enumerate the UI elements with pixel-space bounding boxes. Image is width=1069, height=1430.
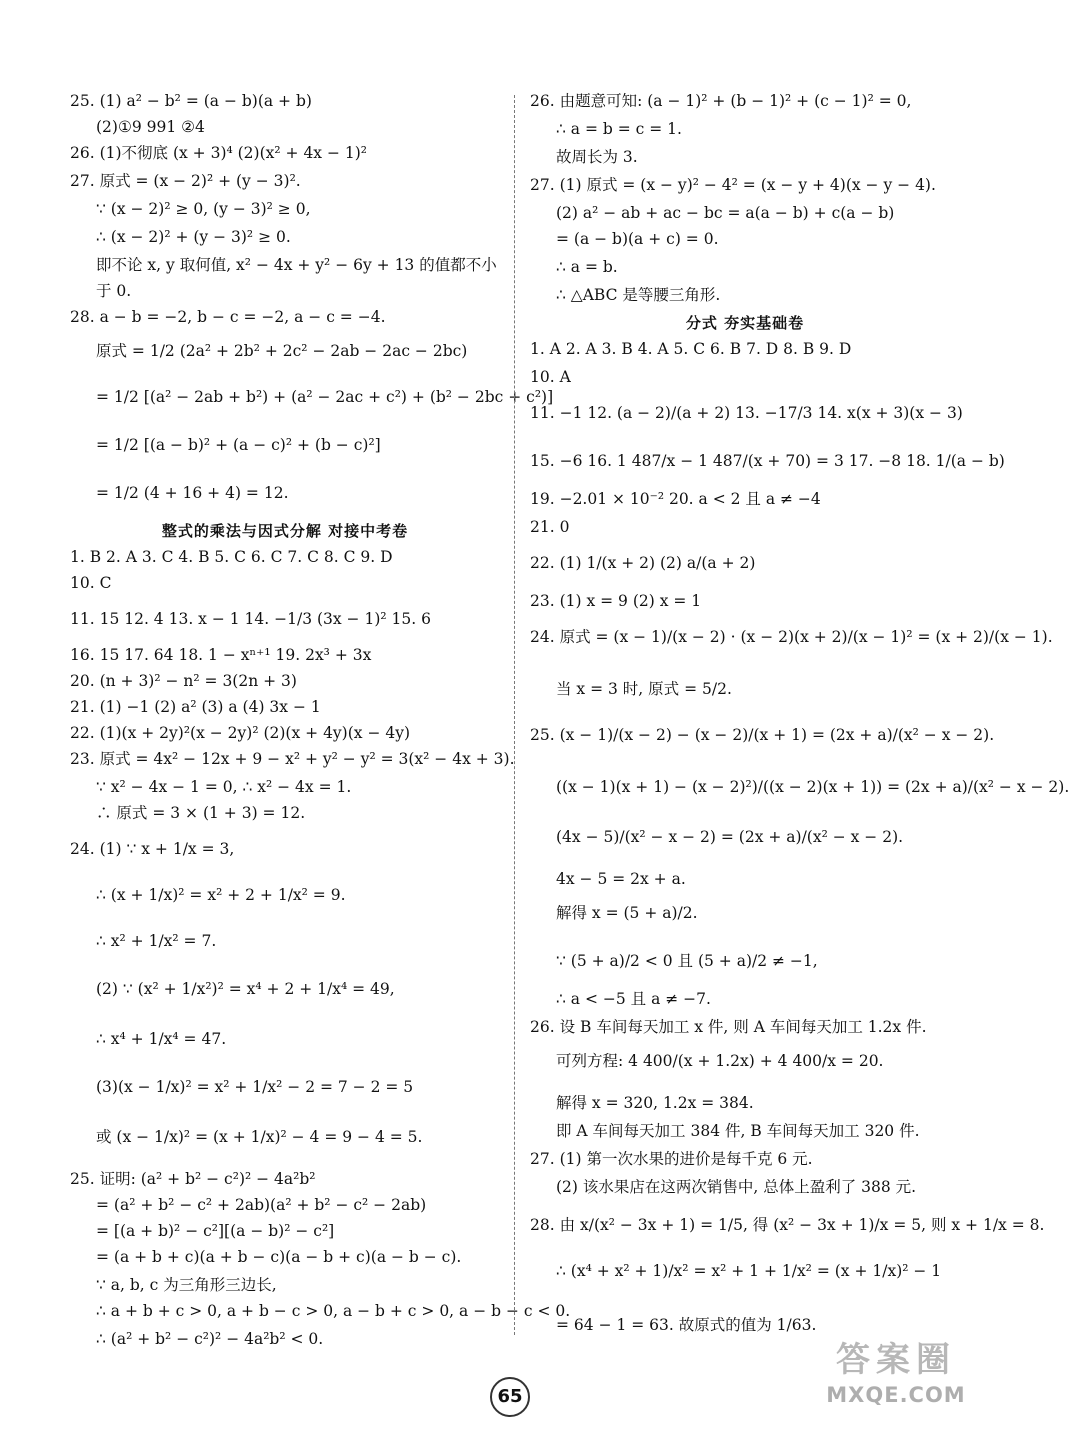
- answer-line: = 1/2 [(a² − 2ab + b²) + (a² − 2ac + c²) + (b² − 2bc + c²)]: [96, 388, 554, 406]
- answer-line: 23. 原式 = 4x² − 12x + 9 − x² + y² − y² = 3(x² − 4x + 3).: [70, 750, 515, 768]
- answer-line: 20. (n + 3)² − n² = 3(2n + 3): [70, 672, 297, 690]
- answer-line: = 1/2 [(a − b)² + (a − c)² + (b − c)²]: [96, 436, 381, 454]
- answer-line: ∴ (x + 1/x)² = x² + 2 + 1/x² = 9.: [96, 886, 346, 904]
- answer-line: 10. C: [70, 574, 112, 592]
- answer-line: (2) a² − ab + ac − bc = a(a − b) + c(a − b): [556, 204, 895, 222]
- answer-line: 解得 x = (5 + a)/2.: [556, 904, 698, 922]
- section-heading: 整式的乘法与因式分解 对接中考卷: [161, 522, 409, 540]
- answer-line: ∴ (x⁴ + x² + 1)/x² = x² + 1 + 1/x² = (x + 1/x)² − 1: [556, 1262, 942, 1280]
- answer-line: 25. (1) a² − b² = (a − b)(a + b): [70, 92, 312, 110]
- answer-line: ∴ (a² + b² − c²)² − 4a²b² < 0.: [96, 1330, 324, 1348]
- answer-line: 4x − 5 = 2x + a.: [556, 870, 686, 888]
- answer-line: 24. 原式 = (x − 1)/(x − 2) · (x − 2)(x + 2)/(x − 1)² = (x + 2)/(x − 1).: [530, 628, 1053, 646]
- answer-line: 22. (1)(x + 2y)²(x − 2y)² (2)(x + 4y)(x − 4y): [70, 724, 411, 742]
- answer-line: = 1/2 (4 + 16 + 4) = 12.: [96, 484, 289, 502]
- answer-line: 26. 由题意可知: (a − 1)² + (b − 1)² + (c − 1)² = 0,: [530, 92, 912, 110]
- answer-line: 26. 设 B 车间每天加工 x 件, 则 A 车间每天加工 1.2x 件.: [530, 1018, 927, 1036]
- answer-line: = (a − b)(a + c) = 0.: [556, 230, 719, 248]
- site-watermark: [806, 1338, 986, 1418]
- answer-line: 25. (x − 1)/(x − 2) − (x − 2)/(x + 1) = (2x + a)/(x² − x − 2).: [530, 726, 995, 744]
- answer-line: ∴ (x − 2)² + (y − 3)² ≥ 0.: [96, 228, 291, 246]
- answer-line: 即 A 车间每天加工 384 件, B 车间每天加工 320 件.: [556, 1122, 920, 1140]
- answer-line: (2) ∵ (x² + 1/x²)² = x⁴ + 2 + 1/x⁴ = 49,: [96, 980, 395, 998]
- answer-line: = 64 − 1 = 63. 故原式的值为 1/63.: [556, 1316, 817, 1334]
- answer-line: 10. A: [530, 368, 571, 386]
- watermark-logo-text: 答案圈: [836, 1340, 956, 1380]
- answer-line: ((x − 1)(x + 1) − (x − 2)²)/((x − 2)(x + 1)) = (2x + a)/(x² − x − 2).: [556, 778, 1069, 796]
- answer-line: 27. 原式 = (x − 2)² + (y − 3)².: [70, 172, 301, 190]
- answer-line: 22. (1) 1/(x + 2) (2) a/(a + 2): [530, 554, 756, 572]
- answer-line: 1. A 2. A 3. B 4. A 5. C 6. B 7. D 8. B 9. D: [530, 340, 852, 358]
- answer-line: 27. (1) 第一次水果的进价是每千克 6 元.: [530, 1150, 813, 1168]
- answer-line: (2)①9 991 ②4: [96, 118, 205, 136]
- answer-line: 25. 证明: (a² + b² − c²)² − 4a²b²: [70, 1170, 316, 1188]
- section-heading: 分式 夯实基础卷: [685, 314, 805, 332]
- column-divider: [514, 95, 515, 1335]
- answer-line: 或 (x − 1/x)² = (x + 1/x)² − 4 = 9 − 4 = 5.: [96, 1128, 423, 1146]
- answer-line: 21. (1) −1 (2) a² (3) a (4) 3x − 1: [70, 698, 321, 716]
- answer-line: 23. (1) x = 9 (2) x = 1: [530, 592, 702, 610]
- answer-line: 11. −1 12. (a − 2)/(a + 2) 13. −17/3 14. x(x + 3)(x − 3): [530, 404, 963, 422]
- answer-line: ∵ (x − 2)² ≥ 0, (y − 3)² ≥ 0,: [96, 200, 311, 218]
- answer-line: ∴ a < −5 且 a ≠ −7.: [556, 990, 711, 1008]
- answer-line: ∵ a, b, c 为三角形三边长,: [96, 1276, 277, 1294]
- answer-line: ∴ a = b.: [556, 258, 618, 276]
- answer-line: = (a + b + c)(a + b − c)(a − b + c)(a − b − c).: [96, 1248, 462, 1266]
- answer-line: (2) 该水果店在这两次销售中, 总体上盈利了 388 元.: [556, 1178, 917, 1196]
- answer-line: = (a² + b² − c² + 2ab)(a² + b² − c² − 2ab): [96, 1196, 427, 1214]
- answer-line: 故周长为 3.: [556, 148, 638, 166]
- answer-line: ∴ △ABC 是等腰三角形.: [556, 286, 721, 304]
- answer-line: 28. a − b = −2, b − c = −2, a − c = −4.: [70, 308, 386, 326]
- answer-line: 21. 0: [530, 518, 570, 536]
- answer-line: 11. 15 12. 4 13. x − 1 14. −1/3 (3x − 1)² 15. 6: [70, 610, 431, 628]
- answer-line: 原式 = 1/2 (2a² + 2b² + 2c² − 2ab − 2ac − 2bc): [96, 342, 468, 360]
- answer-line: ∵ (5 + a)/2 < 0 且 (5 + a)/2 ≠ −1,: [556, 952, 818, 970]
- answer-line: ∴ a = b = c = 1.: [556, 120, 682, 138]
- answer-line: ∵ x² − 4x − 1 = 0, ∴ x² − 4x = 1.: [96, 778, 352, 796]
- answer-line: (3)(x − 1/x)² = x² + 1/x² − 2 = 7 − 2 = 5: [96, 1078, 414, 1096]
- answer-line: ∴ 原式 = 3 × (1 + 3) = 12.: [96, 804, 306, 822]
- answer-line: 于 0.: [96, 282, 132, 300]
- answer-line: ∴ x⁴ + 1/x⁴ = 47.: [96, 1030, 227, 1048]
- answer-line: 24. (1) ∵ x + 1/x = 3,: [70, 840, 235, 858]
- answer-line: 16. 15 17. 64 18. 1 − xⁿ⁺¹ 19. 2x³ + 3x: [70, 646, 372, 664]
- answer-line: 即不论 x, y 取何值, x² − 4x + y² − 6y + 13 的值都不小: [96, 256, 497, 274]
- answer-line: ∴ a + b + c > 0, a + b − c > 0, a − b + c > 0, a − b − c < 0.: [96, 1302, 571, 1320]
- answer-line: ∴ x² + 1/x² = 7.: [96, 932, 217, 950]
- answer-line: 解得 x = 320, 1.2x = 384.: [556, 1094, 754, 1112]
- watermark-url: MXQE.COM: [826, 1383, 966, 1407]
- answer-line: 19. −2.01 × 10⁻² 20. a < 2 且 a ≠ −4: [530, 490, 821, 508]
- answer-line: 当 x = 3 时, 原式 = 5/2.: [556, 680, 732, 698]
- answer-line: 26. (1)不彻底 (x + 3)⁴ (2)(x² + 4x − 1)²: [70, 144, 368, 162]
- answer-line: 1. B 2. A 3. C 4. B 5. C 6. C 7. C 8. C 9. D: [70, 548, 393, 566]
- answer-line: 28. 由 x/(x² − 3x + 1) = 1/5, 得 (x² − 3x + 1)/x = 5, 则 x + 1/x = 8.: [530, 1216, 1045, 1234]
- answer-line: (4x − 5)/(x² − x − 2) = (2x + a)/(x² − x − 2).: [556, 828, 904, 846]
- answer-line: 15. −6 16. 1 487/x − 1 487/(x + 70) = 3 17. −8 18. 1/(a − b): [530, 452, 1005, 470]
- page-number: 65: [490, 1377, 530, 1417]
- answer-line: = [(a + b)² − c²][(a − b)² − c²]: [96, 1222, 335, 1240]
- answer-line: 27. (1) 原式 = (x − y)² − 4² = (x − y + 4)(x − y − 4).: [530, 176, 936, 194]
- answer-line: 可列方程: 4 400/(x + 1.2x) + 4 400/x = 20.: [556, 1052, 884, 1070]
